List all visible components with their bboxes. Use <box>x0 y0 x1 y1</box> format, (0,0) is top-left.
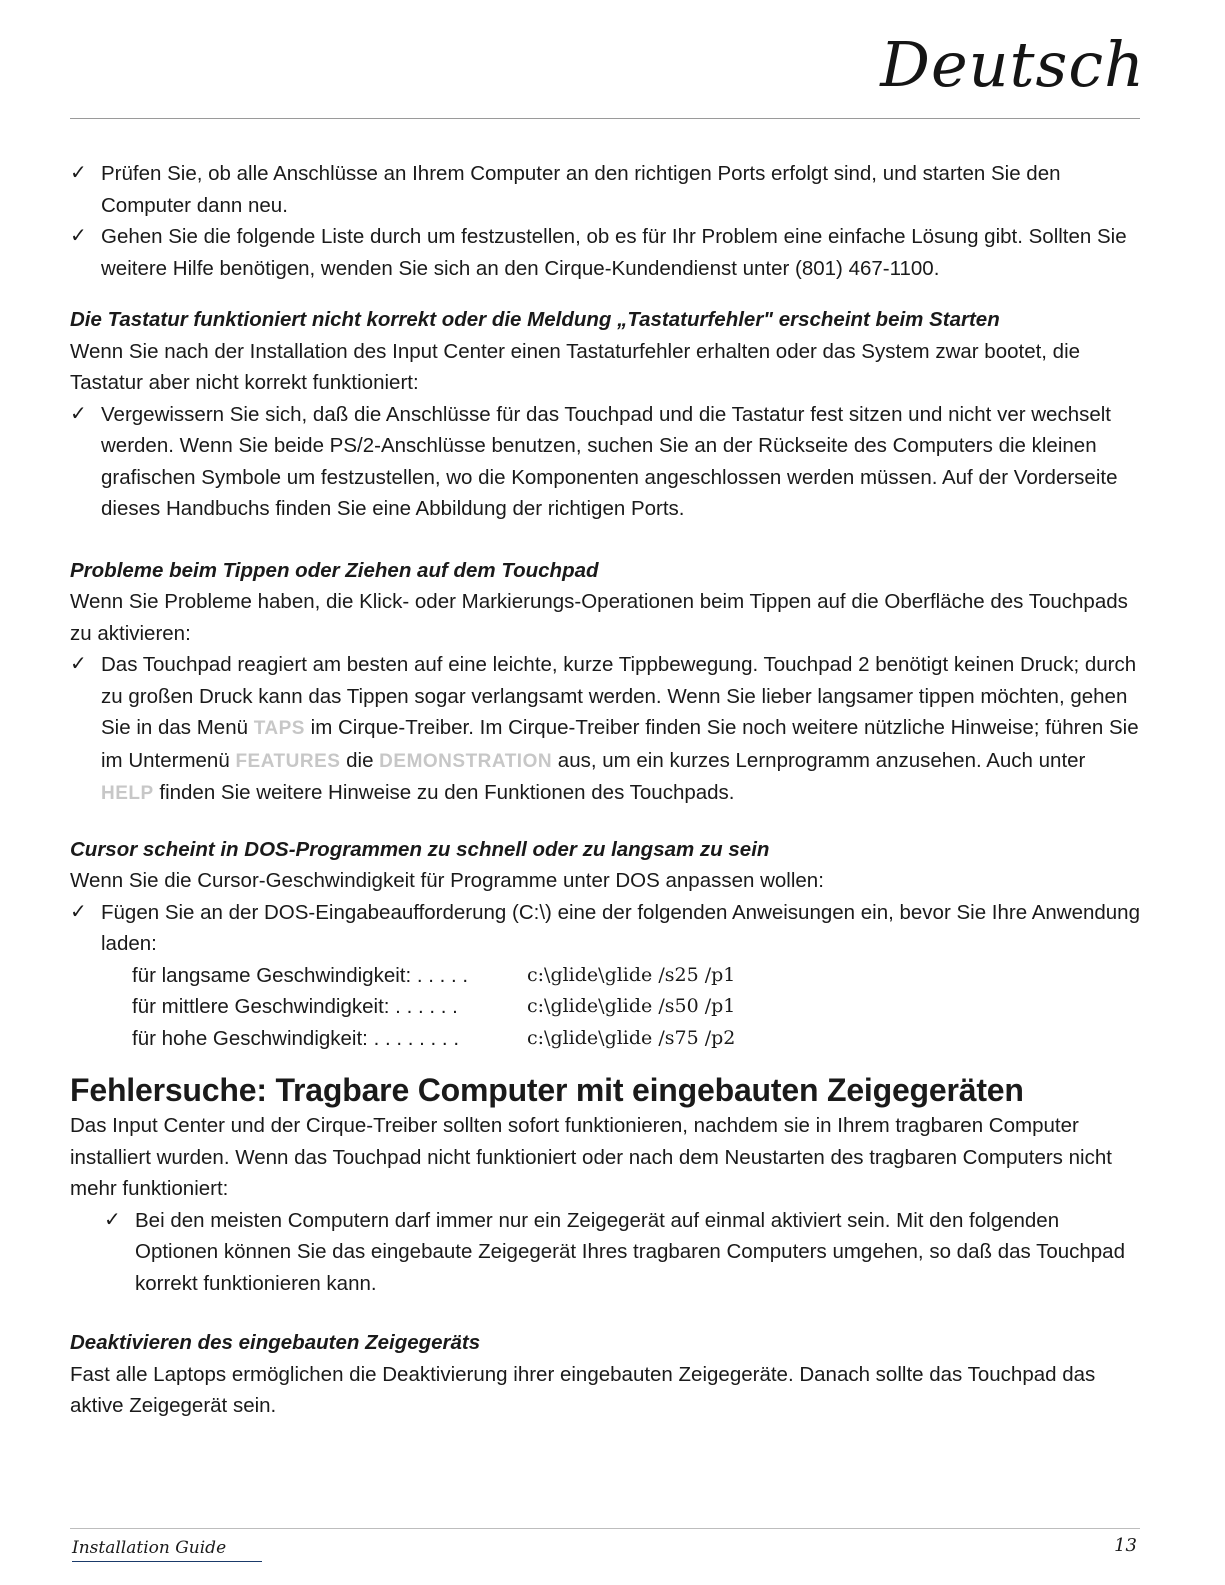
section-heading-keyboard: Die Tastatur funktioniert nicht korrekt oder die Meldung „Tastaturfehler" erscheint beim Starten <box>70 308 1000 331</box>
list-item <box>70 158 1140 221</box>
list-item <box>70 897 1140 960</box>
section-heading-cursor: Cursor scheint in DOS-Programmen zu schnell oder zu langsam zu sein <box>70 837 770 861</box>
section-body-tapping: Wenn Sie Probleme haben, die Klick- oder Markierungs-Operationen beim Tippen auf die Oberfläche des Touchpads zu aktivieren: <box>70 590 1128 645</box>
text-run: die <box>340 748 380 772</box>
list-item <box>70 399 1140 525</box>
speed-row <box>70 960 1140 992</box>
menu-name-help: HELP <box>101 783 154 804</box>
section-heading-tapping: Probleme beim Tippen oder Ziehen auf dem Touchpad <box>70 558 599 582</box>
checkmark-icon: ✓ <box>104 1208 121 1231</box>
section-body-disable: Fast alle Laptops ermöglichen die Deaktivierung ihrer eingebauten Zeigegeräte. Danach sollte das Touchpad das aktive Zeigegerät sein. <box>70 1362 1096 1417</box>
list-item-text: Vergewissern Sie sich, daß die Anschlüsse für das Touchpad und die Tastatur fest sitzen und nicht ver wechselt werden. Wenn Sie beide PS/2-Anschlüsse benutzen, suchen Sie an der Rückseite des Computers die kleinen grafischen Symbole um festzustellen, wo die Komponenten angeschlossen werden müssen. Auf der Vorderseite dieses Handbuchs finden Sie eine Abbildung der richtigen Ports. <box>101 402 1118 520</box>
footer-title: Installation Guide <box>72 1538 227 1558</box>
checkmark-icon: ✓ <box>70 225 87 247</box>
speed-label: für langsame Geschwindigkeit: . . . . . <box>132 963 469 987</box>
section-heading-portable: Fehlersuche: Tragbare Computer mit eingebauten Zeigegeräten <box>70 1072 1024 1108</box>
checkmark-icon: ✓ <box>70 653 87 675</box>
section-body-keyboard: Wenn Sie nach der Installation des Input Center einen Tastaturfehler erhalten oder das System zwar bootet, die Tastatur aber nicht korrekt funktioniert: <box>70 339 1081 394</box>
text-run: im Cirque-Treiber. Im Cirque-Treiber finden Sie noch weitere nützliche Hinweise; führen Sie im Untermenü <box>101 716 1139 772</box>
section-body-cursor: Wenn Sie die Cursor-Geschwindigkeit für Programme unter DOS anpassen wollen: <box>70 869 824 892</box>
list-item <box>70 649 1140 810</box>
page-content <box>70 158 1140 1422</box>
footer-underline <box>72 1561 262 1562</box>
speed-label: für hohe Geschwindigkeit: . . . . . . . . <box>132 1026 460 1050</box>
header-rule <box>70 118 1140 119</box>
list-item-text: Prüfen Sie, ob alle Anschlüsse an Ihrem Computer an den richtigen Ports erfolgt sind, und starten Sie den Computer dann neu. <box>101 162 1061 217</box>
checkmark-icon: ✓ <box>70 162 87 184</box>
list-item-text: Gehen Sie die folgende Liste durch um festzustellen, ob es für Ihr Problem eine einfache Lösung gibt. Sollten Sie weitere Hilfe benötigen, wenden Sie sich an den Cirque-Kundendienst unter (801) 467-1100. <box>101 225 1127 280</box>
list-item-text: Fügen Sie an der DOS-Eingabeaufforderung (C:\) eine der folgenden Anweisungen ein, bevor Sie Ihre Anwendung laden: <box>101 900 1140 955</box>
speed-command: c:\glide\glide /s25 /p1 <box>527 963 736 986</box>
text-run: Das Touchpad reagiert am besten auf eine leichte, kurze Tippbewegung. Touchpad 2 benötigt keinen Druck; durch zu großen Druck kann das Tippen sogar verlangsamt werden. Wenn Sie lieber langsamer tippen möchten, gehen Sie in das Menü <box>101 653 1137 739</box>
checkmark-icon: ✓ <box>70 402 87 425</box>
menu-name-demonstration: DEMONSTRATION <box>379 750 553 772</box>
speed-label: für mittlere Geschwindigkeit: . . . . . . <box>132 995 458 1018</box>
text-run: finden Sie weitere Hinweise zu den Funktionen des Touchpads. <box>153 781 735 804</box>
list-item <box>70 221 1140 284</box>
list-item <box>70 1205 1140 1300</box>
menu-name-features: FEATURES <box>235 750 341 772</box>
checkmark-icon: ✓ <box>70 900 87 923</box>
list-item-text <box>101 649 1140 810</box>
text-run: aus, um ein kurzes Lernprogramm anzusehen. Auch unter <box>552 748 1086 772</box>
menu-name-taps: TAPS <box>253 718 305 739</box>
speed-command: c:\glide\glide /s75 /p2 <box>527 1026 736 1049</box>
section-body-portable: Das Input Center und der Cirque-Treiber sollten sofort funktionieren, nachdem sie in Ihrem tragbaren Computer installiert wurden. Wenn das Touchpad nicht funktioniert oder nach dem Neustarten des tragbaren Computers nicht mehr funktioniert: <box>70 1114 1112 1200</box>
section-heading-disable: Deaktivieren des eingebauten Zeigegeräts <box>70 1331 481 1354</box>
page-number: 13 <box>1114 1535 1137 1556</box>
footer-rule <box>70 1528 1140 1529</box>
speed-row <box>70 1023 1140 1055</box>
speed-row <box>70 991 1140 1023</box>
list-item-text: Bei den meisten Computern darf immer nur ein Zeigegerät auf einmal aktiviert sein. Mit den folgenden Optionen können Sie das eingebaute Zeigegerät Ihres tragbaren Computers umgehen, so daß das Touchpad korrekt funktionieren kann. <box>135 1208 1125 1295</box>
speed-command: c:\glide\glide /s50 /p1 <box>527 995 736 1017</box>
page-header-title: Deutsch <box>880 28 1145 101</box>
